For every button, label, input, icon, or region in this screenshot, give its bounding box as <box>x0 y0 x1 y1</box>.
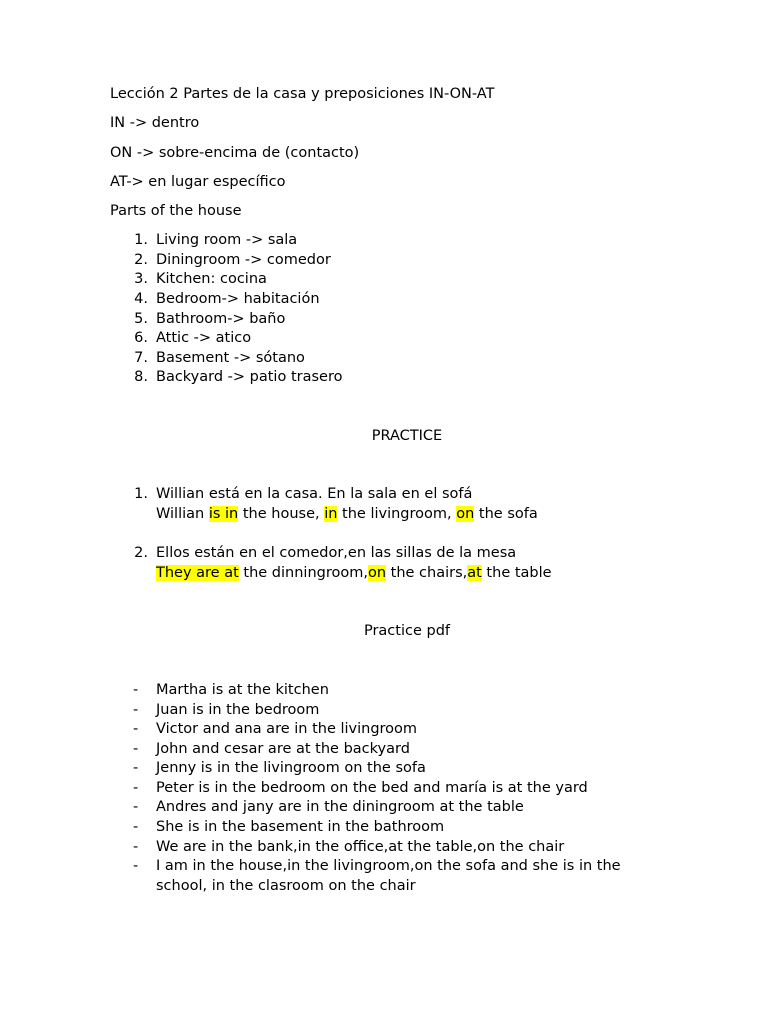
list-number: 6. <box>134 330 148 346</box>
list-item: Martha is at the kitchen <box>156 682 329 698</box>
list-item: Basement -> sótano <box>156 350 305 366</box>
list-number: 2. <box>134 252 148 268</box>
text-segment: the dinningroom, <box>238 565 368 581</box>
list-item: Kitchen: cocina <box>156 271 267 287</box>
list-item: Living room -> sala <box>156 232 298 248</box>
highlighted-preposition: They are at <box>156 565 239 581</box>
list-item: Peter is in the bedroom on the bed and maría is at the yard <box>156 780 588 796</box>
list-item: Juan is in the bedroom <box>156 702 320 718</box>
text-segment: the sofa <box>474 506 538 522</box>
text-segment: the chairs, <box>386 565 468 581</box>
at-definition: AT-> en lugar específico <box>110 174 286 190</box>
exercise-2-english <box>156 564 552 583</box>
practice-heading: PRACTICE <box>371 428 443 444</box>
list-number: 4. <box>134 291 148 307</box>
list-item: Andres and jany are in the diningroom at the table <box>156 799 524 815</box>
list-item: Diningroom -> comedor <box>156 252 331 268</box>
bullet-dash: - <box>133 721 139 737</box>
exercise-number: 1. <box>134 486 148 502</box>
bullet-dash: - <box>133 819 139 835</box>
bullet-dash: - <box>133 702 139 718</box>
bullet-dash: - <box>133 741 139 757</box>
text-segment: the livingroom, <box>337 506 457 522</box>
text-segment: the table <box>481 565 552 581</box>
list-number: 1. <box>134 232 148 248</box>
list-item: I am in the house,in the livingroom,on the sofa and she is in the <box>156 858 621 874</box>
bullet-dash: - <box>133 780 139 796</box>
in-definition: IN -> dentro <box>110 115 200 131</box>
exercise-1-english <box>156 505 538 524</box>
bullet-dash: - <box>133 799 139 815</box>
list-item: She is in the basement in the bathroom <box>156 819 445 835</box>
bullet-dash: - <box>133 760 139 776</box>
list-item: Attic -> atico <box>156 330 252 346</box>
text-segment: Willian <box>156 506 209 522</box>
highlighted-preposition: on <box>456 506 475 522</box>
list-item: Backyard -> patio trasero <box>156 369 343 385</box>
highlighted-preposition: in <box>324 506 338 522</box>
list-item: Bathroom-> baño <box>156 311 286 327</box>
highlighted-preposition: on <box>367 565 387 581</box>
list-number: 8. <box>134 369 148 385</box>
list-number: 7. <box>134 350 148 366</box>
list-item: We are in the bank,in the office,at the table,on the chair <box>156 839 565 855</box>
exercise-number: 2. <box>134 545 148 561</box>
text-segment: the house, <box>238 506 325 522</box>
bullet-dash: - <box>133 682 139 698</box>
list-item: John and cesar are at the backyard <box>156 741 410 757</box>
list-item: Jenny is in the livingroom on the sofa <box>156 760 426 776</box>
on-definition: ON -> sobre-encima de (contacto) <box>110 145 360 161</box>
list-item: Victor and ana are in the livingroom <box>156 721 418 737</box>
lesson-title: Lección 2 Partes de la casa y preposiciones IN-ON-AT <box>110 86 495 102</box>
highlighted-preposition: at <box>467 565 482 581</box>
exercise-1-spanish: Willian está en la casa. En la sala en el sofá <box>156 486 473 502</box>
exercise-2-spanish: Ellos están en el comedor,en las sillas de la mesa <box>156 545 517 561</box>
practice-pdf-heading: Practice pdf <box>363 623 451 639</box>
list-item-continuation: school, in the clasroom on the chair <box>156 878 416 894</box>
list-item: Bedroom-> habitación <box>156 291 320 307</box>
bullet-dash: - <box>133 839 139 855</box>
highlighted-preposition: is in <box>208 506 239 522</box>
list-number: 5. <box>134 311 148 327</box>
bullet-dash: - <box>133 858 139 874</box>
list-number: 3. <box>134 271 148 287</box>
parts-heading: Parts of the house <box>110 203 242 219</box>
